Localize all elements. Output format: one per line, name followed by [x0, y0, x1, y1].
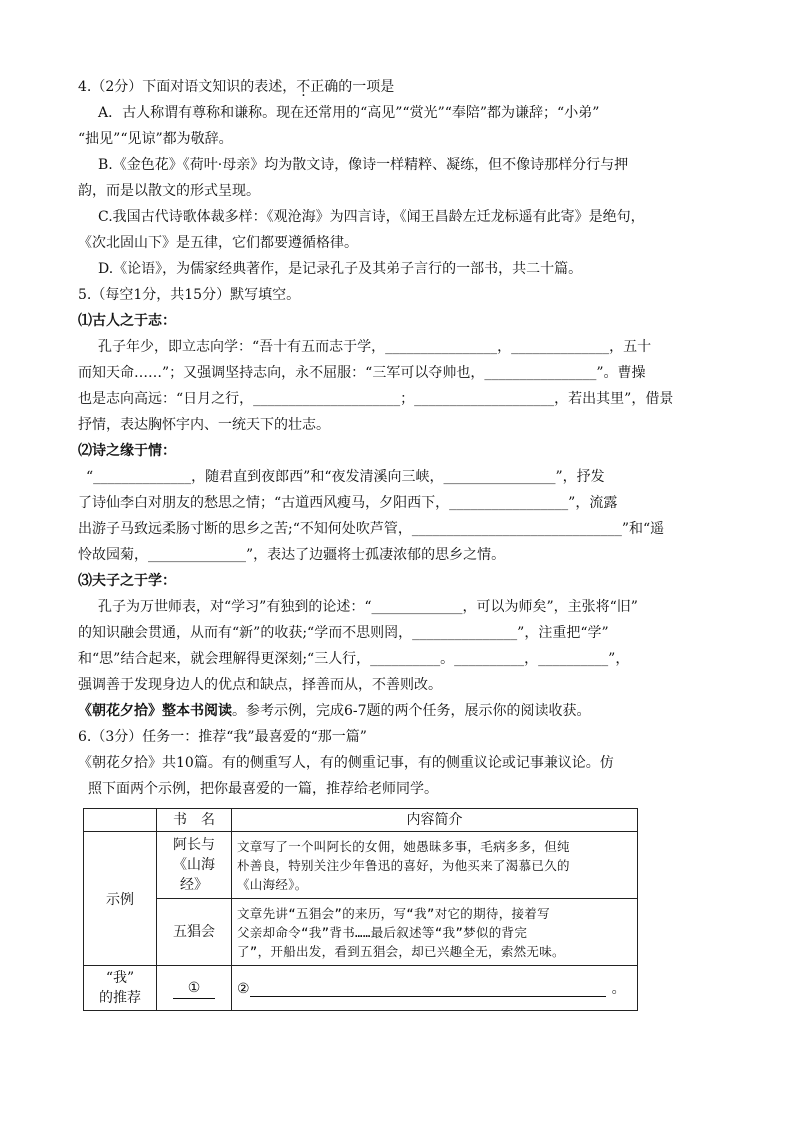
q4-option-a-line2: “拙见”“见谅”都为敬辞。	[78, 131, 233, 147]
table-row	[84, 832, 638, 899]
my-recommendation-label: “我” 的推荐	[84, 966, 157, 1011]
q5-stem: 5.（每空1分，共15分）默写填空。	[78, 287, 301, 303]
table-header-row	[84, 809, 638, 832]
q4-option-b-line1: B.《金色花》《荷叶·母亲》均为散文诗，像诗一样精粹、凝练，但不像诗那样分行与押	[98, 157, 629, 173]
header-book-name: 书 名	[157, 809, 232, 832]
table-row-recommendation	[84, 966, 638, 1011]
row1-book: 阿长与 《山海 经》	[157, 832, 232, 899]
q5-s2-line2: 了诗仙李白对朋友的愁思之情；“古道西风瘦马，夕阳西下，_________________”，流露	[78, 495, 618, 511]
q6-stem: 6.（3分）任务一：推荐“我”最喜爱的“那一篇”	[78, 729, 367, 745]
q5-s1-line2: 而知天命……”；又强调坚持志向，永不屈服：“三军可以夺帅也，________________”。曹操	[78, 365, 646, 381]
q4-option-b-line2: 韵，而是以散文的形式呈现。	[78, 183, 260, 199]
q5-s3-line2: 的知识融会贯通，从而有“新”的收获;“学而不思则罔，_______________”，注重把“学”	[78, 625, 609, 641]
reading-task-intro: 《朝花夕拾》整本书阅读。参考示例，完成6-7题的两个任务，展示你的阅读收获。	[78, 703, 591, 719]
table-row	[84, 899, 638, 966]
q5-s2-line4: 怜故园菊，______________”，表达了边疆将士孤凄浓郁的思乡之情。	[78, 547, 506, 563]
q5-s3-line4: 强调善于发现身边人的优点和缺点，择善而从，不善则改。	[78, 677, 442, 693]
q5-s2-line1: “______________，随君直到夜郎西”和“夜发清溪向三峡，________________”，抒发	[86, 469, 605, 485]
emphasis-dot-char: 不	[296, 79, 311, 95]
recommendation-table	[83, 808, 638, 1011]
q4-option-d: D.《论语》，为儒家经典著作，是记录孔子及其弟子言行的一部书，共二十篇。	[98, 261, 583, 277]
q5-s1-line4: 抒情，表达胸怀宇内、一统天下的壮志。	[78, 417, 330, 433]
q4-stem: 4.（2分）下面对语文知识的表述，不正确的一项是	[78, 79, 395, 95]
answer-line	[250, 982, 606, 997]
row2-book: 五猖会	[157, 899, 232, 966]
q5-s3-line1: 孔子为万世师表，对“学习”有独到的论述：“_____________，可以为师矣”，主张将“旧”	[98, 599, 638, 615]
q4-option-c-line2: 《次北固山下》是五律，它们都要遵循格律。	[78, 235, 358, 251]
q5-s1-line1: 孔子年少，即立志向学：“吾十有五而志于学，________________，______________，五十	[98, 339, 652, 355]
q6-desc-line1: 《朝花夕拾》共10篇。有的侧重写人，有的侧重记事，有的侧重议论或记事兼议论。仿	[78, 755, 614, 771]
q4-option-a-line1: A．古人称谓有尊称和谦称。现在还常用的“高见”“赏光”“奉陪”都为谦辞；“小弟”	[98, 105, 600, 121]
q5-section3-title: ⑶夫子之于学：	[78, 573, 176, 589]
header-empty-cell	[84, 809, 157, 832]
q5-s1-line3: 也是志向高远：“日月之行，_____________________；____________________，若出其里”，借景	[78, 391, 674, 407]
recommend-desc-blank[interactable]: ② 。	[232, 966, 638, 1011]
q6-desc-line2: 照下面两个示例，把你最喜爱的一篇，推荐给老师同学。	[88, 781, 438, 797]
q5-s3-line3: 和“思”结合起来，就会理解得更深刻;“三人行，__________。__________，__________”，	[78, 651, 630, 667]
row1-desc: 文章写了一个叫阿长的女佣，她愚昧多事，毛病多多，但纯 朴善良，特别关注少年鲁迅的喜好，为他买来了渴慕已久的 《山海经》。	[232, 832, 638, 899]
q4-option-c-line1: C.我国古代诗歌体裁多样：《观沧海》为四言诗，《闻王昌龄左迁龙标遥有此寄》是绝句，	[98, 209, 645, 225]
row2-desc: 文章先讲“五猖会”的来历，写“我”对它的期待，接着写 父亲却命令“我”背书……最后叙述等“我”梦似的背完 了”，开船出发，看到五猖会，却已兴趣全无，索然无味。	[232, 899, 638, 966]
example-label: 示例	[84, 832, 157, 966]
q5-section1-title: ⑴古人之于志：	[78, 313, 176, 329]
q5-s2-line3: 出游子马致远柔肠寸断的思乡之苦;“不知何处吹芦管，______________________________”和“遥	[78, 521, 665, 537]
recommend-book-blank[interactable]: ①	[157, 966, 232, 1011]
q5-section2-title: ⑵诗之缘于情：	[78, 443, 176, 459]
header-content-summary: 内容简介	[232, 809, 638, 832]
